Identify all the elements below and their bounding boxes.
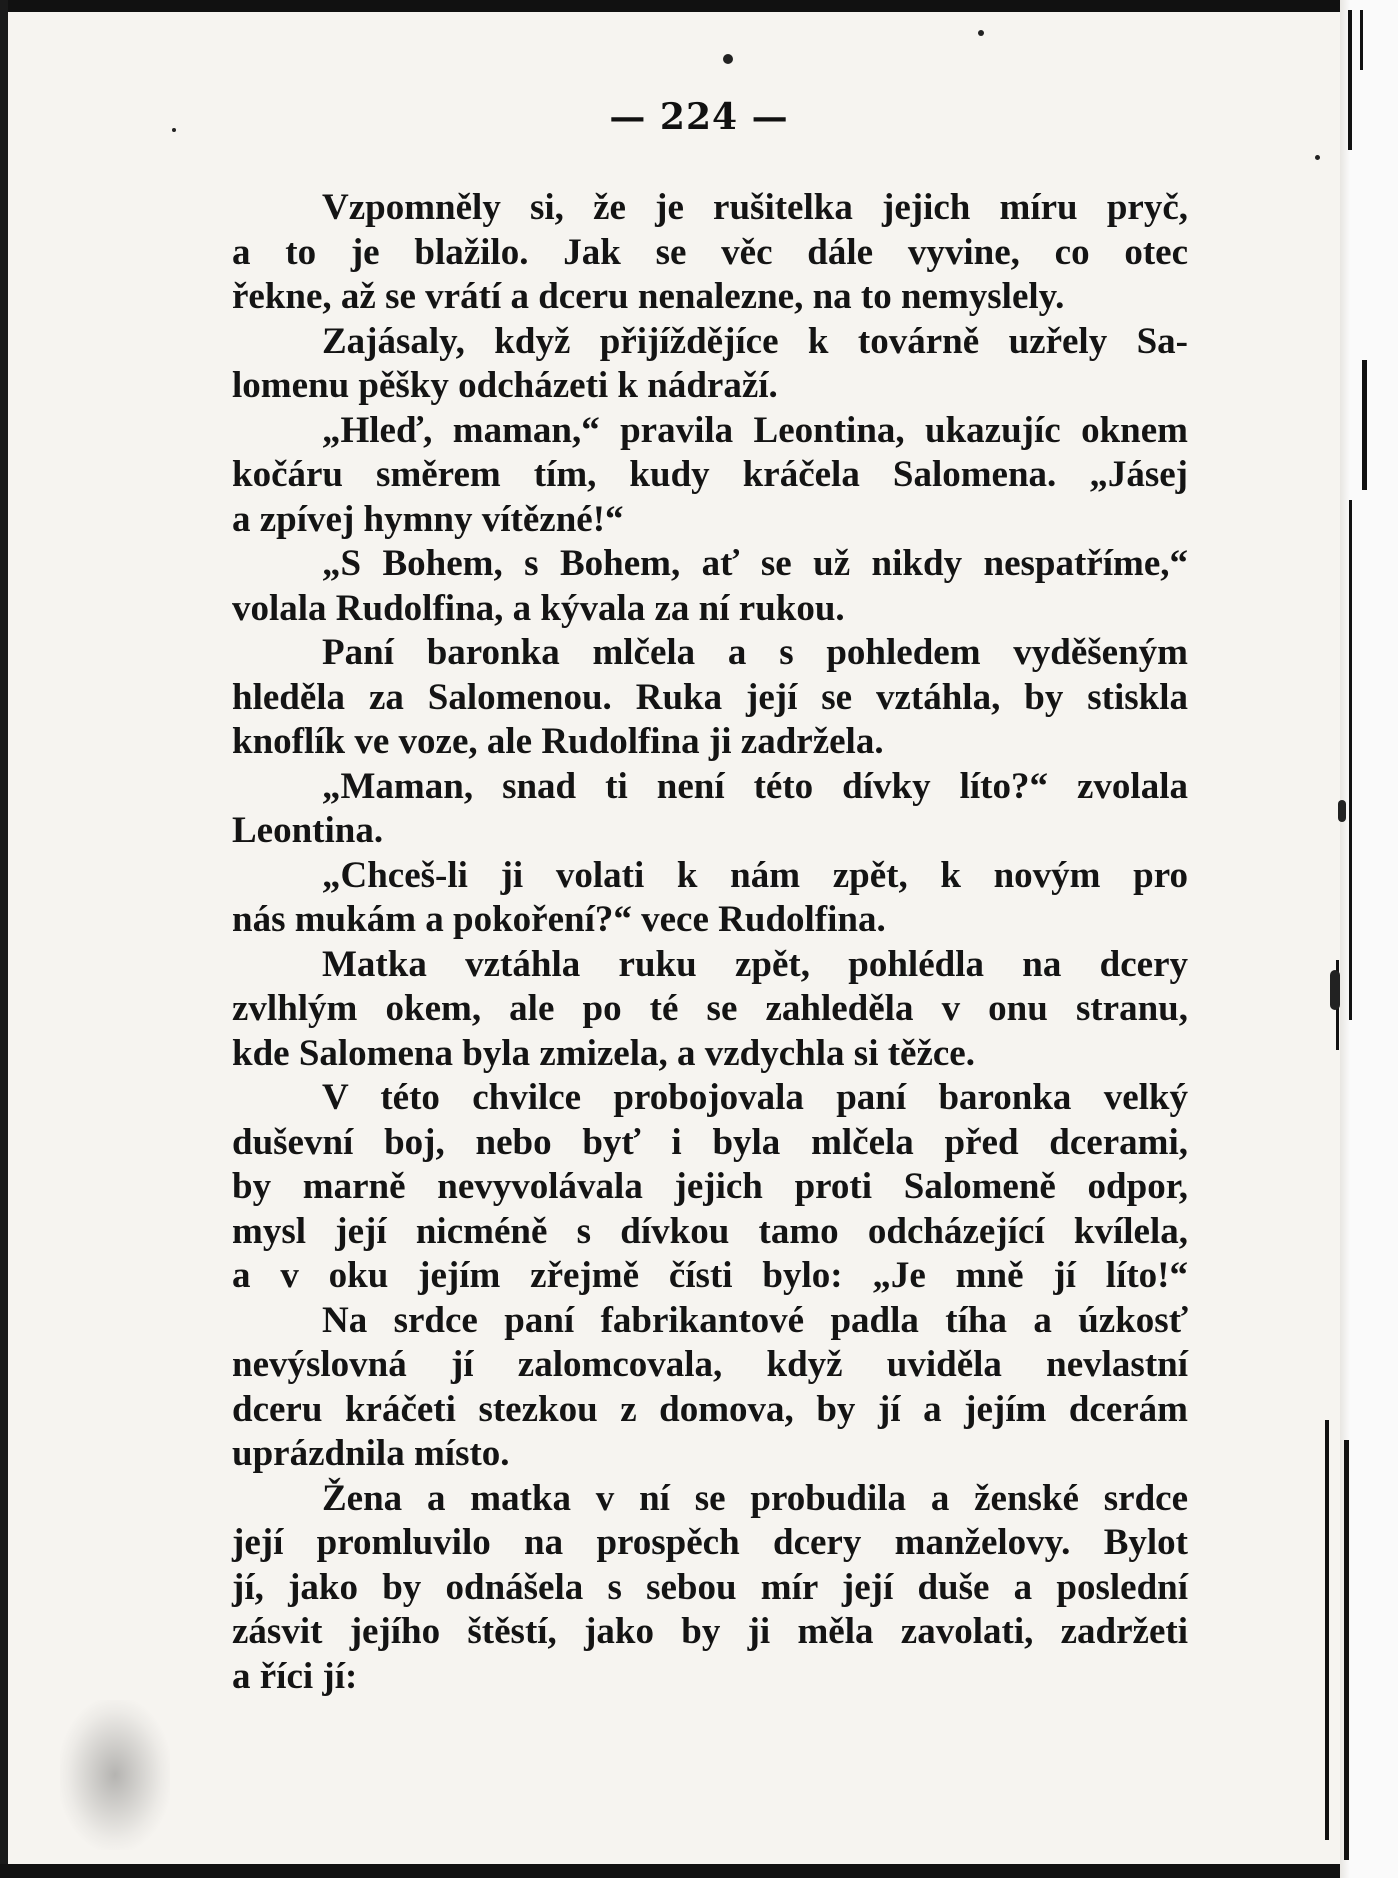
text-line: volala Rudolfina, a kývala za ní rukou. [232,587,845,629]
text-line: zásvit jejího štěstí, jako by ji měla zavolati, zadržeti [232,1611,1188,1652]
ink-speck [1330,970,1340,1010]
text-line: Matka vztáhla ruku zpět, pohlédla na dcery [322,943,1188,985]
text-line: hleděla za Salomenou. Ruka její se vztáhla, by stiskla [232,676,1188,718]
ink-speck [978,30,984,36]
body-text [232,186,1188,1699]
text-line: knoflík ve voze, ale Rudolfina ji zadržela. [232,721,884,762]
text-line: Žena a matka v ní se probudila a ženské srdce [322,1477,1188,1519]
ink-speck [723,54,733,64]
ink-speck [1315,155,1320,160]
text-line: dceru kráčeti stezkou z domova, by jí a jejím dcerám [232,1388,1188,1430]
text-line: a zpívej hymny vítězné!“ [232,498,624,540]
scan-border-left [0,0,8,1878]
text-line: duševní boj, nebo byť i byla mlčela před dcerami, [232,1121,1188,1163]
ink-speck [1338,800,1346,822]
text-line: její promluvilo na prospěch dcery manželovy. Bylot [232,1522,1188,1563]
gutter-shadow-line [1325,1420,1329,1840]
text-line: nevýslovná jí zalomcovala, když uviděla nevlastní [232,1344,1188,1385]
text-line: V této chvilce probojovala paní baronka velký [322,1077,1188,1118]
text-line: Zajásaly, když přijíždějíce k továrně uzřely Sa- [322,320,1188,362]
text-line: řekne, až se vrátí a dceru nenalezne, na to nemyslely. [232,276,1065,317]
gutter-shadow-line [1344,1440,1349,1860]
text-line: a v oku jejím zřejmě čísti bylo: „Je mně jí líto!“ [232,1255,1188,1296]
text-line: a říci jí: [232,1655,358,1697]
text-line: by marně nevyvolávala jejich proti Salomeně odpor, [232,1166,1188,1207]
text-line: nás mukám a pokoření?“ vece Rudolfina. [232,899,886,940]
text-line: jí, jako by odnášela s sebou mír její duše a poslední [232,1566,1188,1608]
scan-border-bottom [0,1864,1398,1878]
text-line: „Chceš-li ji volati k nám zpět, k novým pro [322,854,1188,896]
text-line: Paní baronka mlčela a s pohledem vyděšeným [322,632,1188,673]
scan-border-top [0,0,1398,12]
text-line: lomenu pěšky odcházeti k nádraží. [232,365,778,406]
gutter-shadow-line [1349,500,1352,1020]
text-line: uprázdnila místo. [232,1433,510,1474]
gutter-shadow-line [1360,10,1363,70]
text-line: Leontina. [232,810,384,851]
text-line: „Hleď, maman,“ pravila Leontina, ukazujíc oknem [322,409,1188,451]
text-line: „S Bohem, s Bohem, ať se už nikdy nespatříme,“ [322,543,1188,584]
gutter-shadow-line [1362,360,1367,490]
scan-smudge [60,1700,170,1850]
text-line: kočáru směrem tím, kudy kráčela Salomena. „Jásej [232,454,1188,495]
text-line: zvlhlým okem, ale po té se zahleděla v onu stranu, [232,988,1188,1029]
text-line: mysl její nicméně s dívkou tamo odcházející kvílela, [232,1210,1188,1252]
text-line: Vzpomněly si, že je rušitelka jejich míru pryč, [322,187,1188,228]
text-line: Na srdce paní fabrikantové padla tíha a úzkosť [322,1299,1188,1341]
page-number: — 224 — [609,96,789,138]
text-line: a to je blažilo. Jak se věc dále vyvine, co otec [232,231,1188,273]
text-line: kde Salomena byla zmizela, a vzdychla si těžce. [232,1032,975,1074]
text-line: „Maman, snad ti není této dívky líto?“ zvolala [322,765,1188,807]
